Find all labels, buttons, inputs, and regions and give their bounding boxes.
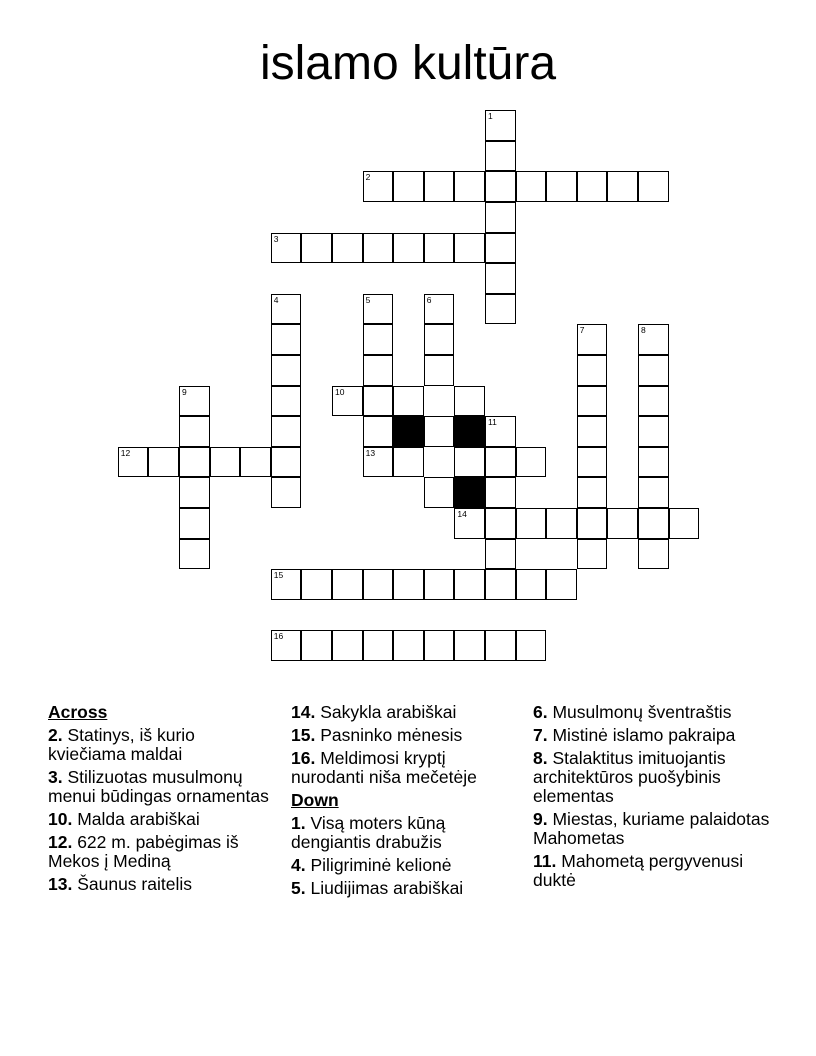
grid-cell[interactable] (485, 202, 516, 233)
grid-cell[interactable] (271, 324, 302, 355)
clue-column-2 (291, 703, 516, 902)
clue-across-10[interactable] (48, 810, 270, 829)
clue-text: Malda arabiškai (77, 809, 200, 829)
grid-cell[interactable] (363, 569, 394, 600)
clue-down-1[interactable] (291, 814, 516, 852)
grid-cell[interactable] (577, 386, 608, 417)
grid-cell[interactable] (363, 630, 394, 661)
grid-cell[interactable] (271, 294, 302, 325)
clue-column-3 (533, 703, 773, 894)
grid-cell[interactable] (638, 355, 669, 386)
grid-cell[interactable] (424, 569, 455, 600)
grid-cell[interactable] (393, 171, 424, 202)
grid-cell[interactable] (301, 233, 332, 264)
clue-number-label: 5 (365, 294, 371, 305)
grid-cell[interactable] (638, 447, 669, 478)
grid-cell[interactable] (240, 447, 271, 478)
grid-cell[interactable] (546, 171, 577, 202)
clue-number-label: 6 (426, 294, 432, 305)
clue-number: 16. (291, 748, 316, 768)
clue-down-11[interactable] (533, 852, 773, 890)
clue-across-15[interactable] (291, 726, 516, 745)
grid-cell[interactable] (424, 324, 455, 355)
clue-text: Mahometą pergyvenusi duktė (533, 851, 744, 890)
grid-cell[interactable] (271, 386, 302, 417)
grid-cell[interactable] (516, 171, 547, 202)
clue-number: 7. (533, 725, 548, 745)
grid-cell[interactable] (516, 630, 547, 661)
clue-text: Meldimosi kryptį nurodanti niša mečetėje (291, 748, 477, 787)
clue-number-label: 7 (579, 325, 585, 336)
grid-cell[interactable] (638, 539, 669, 570)
clue-down-4[interactable] (291, 856, 516, 875)
clue-number-label: 12 (120, 447, 131, 458)
grid-cell[interactable] (118, 447, 149, 478)
grid-cell[interactable] (363, 355, 394, 386)
grid-block (393, 416, 424, 447)
clue-number: 2. (48, 725, 63, 745)
clue-across-3[interactable] (48, 768, 270, 806)
grid-cell[interactable] (424, 416, 455, 447)
clue-number: 1. (291, 813, 306, 833)
grid-cell[interactable] (332, 630, 363, 661)
grid-cell[interactable] (577, 477, 608, 508)
grid-cell[interactable] (363, 447, 394, 478)
grid-cell[interactable] (485, 110, 516, 141)
grid-cell[interactable] (179, 447, 210, 478)
grid-cell[interactable] (424, 630, 455, 661)
grid-cell[interactable] (454, 447, 485, 478)
grid-cell[interactable] (485, 539, 516, 570)
grid-cell[interactable] (638, 386, 669, 417)
grid-cell[interactable] (271, 630, 302, 661)
grid-cell[interactable] (546, 569, 577, 600)
grid-cell[interactable] (363, 416, 394, 447)
grid-cell[interactable] (424, 355, 455, 386)
clue-down-5[interactable] (291, 879, 516, 898)
clue-number-label: 16 (273, 631, 284, 642)
grid-cell[interactable] (485, 569, 516, 600)
grid-cell[interactable] (638, 508, 669, 539)
clue-number-label: 14 (457, 509, 467, 519)
grid-cell[interactable] (516, 508, 547, 539)
grid-cell[interactable] (332, 569, 363, 600)
clue-number: 11. (533, 851, 557, 871)
clue-text: Šaunus raitelis (77, 874, 192, 894)
clue-number: 4. (291, 855, 306, 875)
grid-cell[interactable] (577, 416, 608, 447)
grid-cell[interactable] (577, 539, 608, 570)
grid-cell[interactable] (638, 416, 669, 447)
grid-cell[interactable] (454, 233, 485, 264)
grid-cell[interactable] (669, 508, 700, 539)
grid-cell[interactable] (485, 141, 516, 172)
grid-cell[interactable] (393, 233, 424, 264)
clue-text: Piligriminė kelionė (310, 855, 452, 875)
grid-cell[interactable] (454, 171, 485, 202)
grid-cell[interactable] (607, 171, 638, 202)
grid-cell[interactable] (271, 355, 302, 386)
clue-number-label: 11 (488, 417, 497, 428)
grid-cell[interactable] (485, 263, 516, 294)
clue-number-label: 2 (365, 172, 371, 183)
clue-text: Stilizuotas musulmonų menui būdingas ornamentas (48, 767, 269, 806)
clue-down-9[interactable] (533, 810, 773, 848)
grid-cell[interactable] (454, 508, 485, 539)
clue-number: 5. (291, 878, 306, 898)
down-header: Down (291, 790, 339, 810)
grid-cell[interactable] (393, 630, 424, 661)
clue-text: Visą moters kūną dengiantis drabužis (291, 813, 446, 852)
grid-block (454, 416, 485, 447)
grid-cell[interactable] (332, 386, 363, 417)
grid-cell[interactable] (271, 447, 302, 478)
page-title: islamo kultūra (259, 37, 557, 90)
grid-cell[interactable] (638, 171, 669, 202)
grid-block (454, 477, 485, 508)
grid-cell[interactable] (393, 386, 424, 417)
grid-cell[interactable] (271, 477, 302, 508)
clue-across-12[interactable] (48, 833, 270, 871)
grid-cell[interactable] (271, 416, 302, 447)
grid-cell[interactable] (179, 386, 210, 417)
grid-cell[interactable] (577, 508, 608, 539)
clue-down-6[interactable] (533, 703, 773, 722)
grid-cell[interactable] (424, 477, 455, 508)
clue-text: Mistinė islamo pakraipa (552, 725, 736, 745)
grid-cell[interactable] (485, 233, 516, 264)
clue-text: Liudijimas arabiškai (310, 878, 464, 898)
clue-number-label: 8 (641, 325, 646, 336)
clue-across-16[interactable] (291, 749, 516, 787)
clue-number-label: 1 (488, 111, 493, 122)
grid-cell[interactable] (485, 477, 516, 508)
grid-cell[interactable] (179, 416, 210, 447)
grid-cell[interactable] (577, 324, 608, 355)
clue-number-label: 13 (365, 447, 376, 458)
grid-cell[interactable] (546, 508, 577, 539)
clue-number-label: 3 (273, 233, 279, 244)
grid-cell[interactable] (485, 630, 516, 661)
clue-text: Pasninko mėnesis (320, 725, 463, 745)
grid-cell[interactable] (454, 630, 485, 661)
clue-number-label: 4 (273, 294, 279, 305)
grid-cell[interactable] (607, 508, 638, 539)
clue-number-label: 15 (273, 570, 284, 581)
grid-cell[interactable] (577, 171, 608, 202)
clue-number: 6. (533, 702, 548, 722)
grid-cell[interactable] (363, 324, 394, 355)
clue-down-8[interactable] (533, 749, 773, 806)
across-header: Across (48, 702, 108, 722)
clue-number: 12. (48, 832, 73, 852)
clue-number: 13. (48, 874, 73, 894)
clue-number: 9. (533, 809, 548, 829)
grid-cell[interactable] (271, 569, 302, 600)
grid-cell[interactable] (485, 416, 516, 447)
clue-number: 10. (48, 809, 73, 829)
grid-cell[interactable] (363, 294, 394, 325)
grid-cell[interactable] (424, 171, 455, 202)
grid-cell[interactable] (424, 294, 455, 325)
clue-number-label: 10 (335, 386, 345, 397)
grid-cell[interactable] (179, 539, 210, 570)
clue-column-1 (48, 703, 270, 898)
grid-cell[interactable] (638, 477, 669, 508)
clue-across-13[interactable] (48, 875, 270, 894)
grid-cell[interactable] (363, 233, 394, 264)
grid-cell[interactable] (148, 447, 179, 478)
clue-number-label: 9 (182, 386, 187, 397)
grid-cell[interactable] (393, 569, 424, 600)
grid-cell[interactable] (485, 294, 516, 325)
grid-cell[interactable] (179, 508, 210, 539)
clue-down-7[interactable] (533, 726, 773, 745)
clue-text: Stalaktitus imituojantis architektūros puošybinis elementas (533, 748, 726, 806)
clue-text: 622 m. pabėgimas iš Mekos į Mediną (48, 832, 239, 871)
grid-cell[interactable] (301, 630, 332, 661)
clue-across-2[interactable] (48, 726, 270, 764)
grid-cell[interactable] (454, 386, 485, 417)
clue-across-14[interactable] (291, 703, 516, 722)
clue-number: 8. (533, 748, 548, 768)
grid-cell[interactable] (393, 447, 424, 478)
grid-cell[interactable] (638, 324, 669, 355)
grid-cell[interactable] (424, 233, 455, 264)
grid-cell[interactable] (516, 569, 547, 600)
grid-cell[interactable] (363, 171, 394, 202)
grid-cell[interactable] (485, 171, 516, 202)
grid-cell[interactable] (210, 447, 241, 478)
grid-cell[interactable] (485, 508, 516, 539)
grid-cell[interactable] (301, 569, 332, 600)
grid-cell[interactable] (577, 447, 608, 478)
clue-text: Miestas, kuriame palaidotas Mahometas (533, 809, 770, 848)
grid-cell[interactable] (516, 447, 547, 478)
grid-cell[interactable] (363, 386, 394, 417)
grid-cell[interactable] (179, 477, 210, 508)
clue-text: Statinys, iš kurio kviečiama maldai (48, 725, 195, 764)
grid-cell[interactable] (577, 355, 608, 386)
clue-text: Sakykla arabiškai (320, 702, 457, 722)
grid-cell[interactable] (454, 569, 485, 600)
grid-cell[interactable] (271, 233, 302, 264)
clue-number: 15. (291, 725, 316, 745)
clue-number: 14. (291, 702, 316, 722)
clue-text: Musulmonų šventraštis (552, 702, 732, 722)
grid-cell[interactable] (485, 447, 516, 478)
clue-number: 3. (48, 767, 63, 787)
grid-cell[interactable] (332, 233, 363, 264)
